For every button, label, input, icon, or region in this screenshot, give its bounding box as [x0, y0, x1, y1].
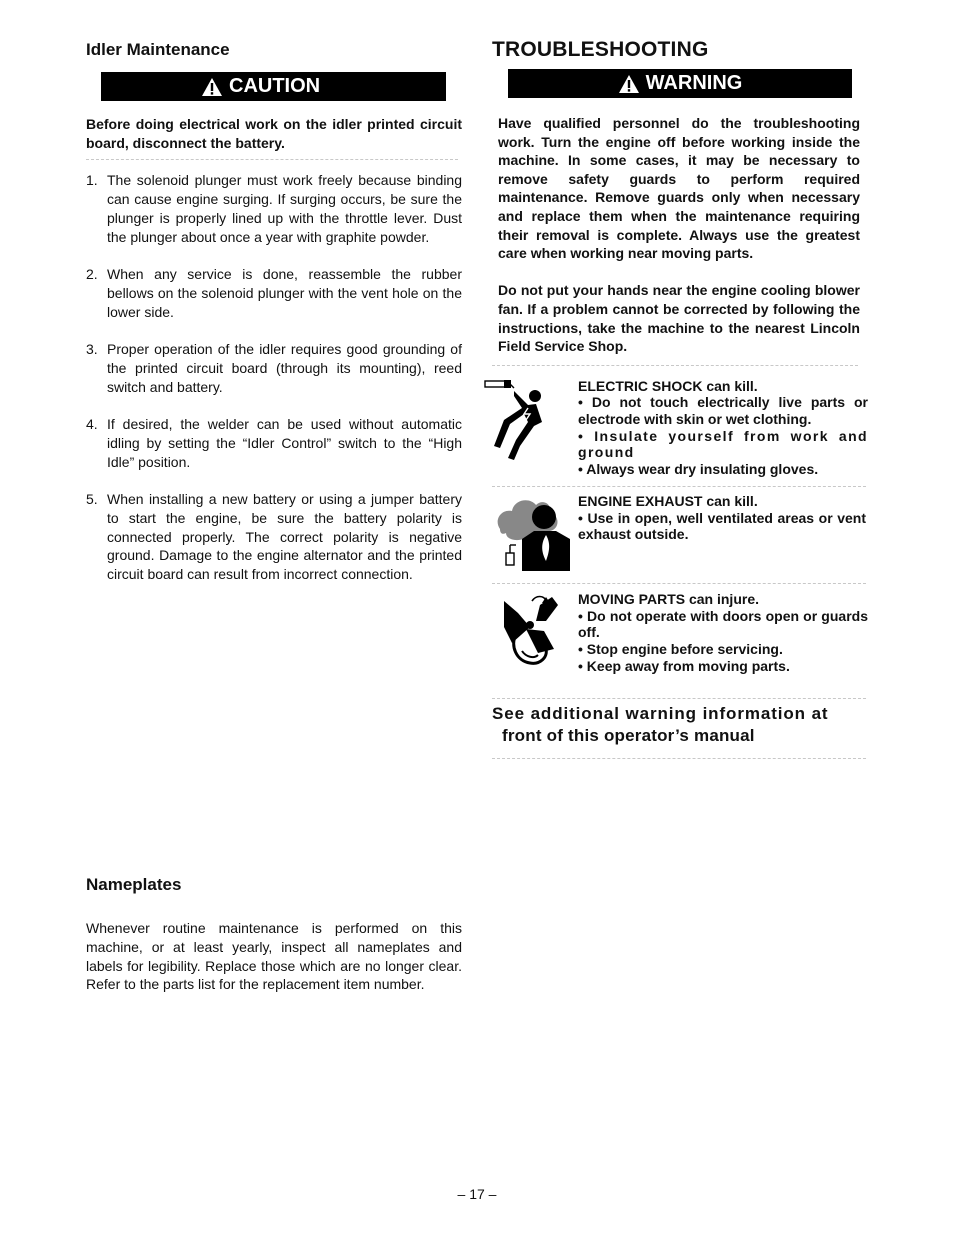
divider: [492, 486, 866, 487]
hazard-line: • Do not operate with doors open or guards off.: [578, 607, 868, 641]
hazard-electric-shock: [492, 378, 870, 478]
caution-label: CAUTION: [229, 75, 321, 97]
warning-paragraph-1: Have qualified personnel do the troubleshooting work. Turn the engine off before working inside the machine. In some cases, it may be necessary to remove safety guards to perform required maintenance. Remove guards only when necessary and replace them when the maintenance requiring their removal is complete. Always use the greatest care when working near moving parts.: [498, 115, 860, 262]
divider: [492, 365, 858, 366]
nameplates-section: [86, 875, 462, 994]
hazard-line: • Do not touch electrically live parts or electrode with skin or wet clothing.: [578, 394, 868, 427]
hazard-line: • Always wear dry insulating gloves.: [578, 460, 819, 477]
idler-steps-list: [86, 171, 462, 584]
nameplates-text: Whenever routine maintenance is performed on this machine, or at least yearly, inspect all nameplates and labels for legibility. Replace those which are no longer clear. Refer to the parts list for the replacement item number.: [86, 920, 462, 993]
list-item: 1. The solenoid plunger must work freely because binding can cause engine surging. If surging occurs, be sure the plunger is properly lined up with the throttle lever. Dust the plunger about once a year with graphite powder.: [86, 172, 462, 245]
list-item: 4. If desired, the welder can be used without automatic idling by setting the “Idler Control” switch to the “High Idle” position.: [86, 415, 462, 470]
hazard-moving-parts: [492, 591, 870, 674]
moving-parts-icon: [496, 591, 566, 669]
hazard-line: • Stop engine before servicing.: [578, 641, 783, 658]
hazard-title: MOVING PARTS can injure.: [578, 591, 759, 608]
warning-triangle-icon: [201, 77, 223, 97]
troubleshooting-title: TROUBLESHOOTING: [492, 38, 709, 61]
list-item: 3. Proper operation of the idler requires good grounding of the printed circuit board (through its mounting), reed switch and battery.: [86, 340, 462, 395]
page-number: – 17 –: [457, 1186, 497, 1202]
see-line-1: See additional warning information at: [492, 704, 829, 724]
left-column: [86, 40, 462, 603]
electric-shock-icon: [484, 378, 548, 460]
caution-text: Before doing electrical work on the idler printed circuit board, disconnect the battery.: [86, 116, 462, 151]
divider: [86, 159, 458, 160]
see-additional-warning: [492, 703, 870, 747]
hazard-line: • Use in open, well ventilated areas or vent exhaust outside.: [578, 509, 866, 543]
divider: [492, 583, 866, 584]
caution-banner: [101, 72, 446, 101]
warning-label: WARNING: [645, 72, 743, 94]
hazard-title: ELECTRIC SHOCK can kill.: [578, 377, 758, 394]
list-item: 5. When installing a new battery or using a jumper battery to start the engine, be sure the battery polarity is connected properly. The correct polarity is negative ground. Damage to the engine alternator and the printed circuit board can result from incorrect connection.: [86, 490, 462, 583]
warning-banner: [508, 69, 852, 98]
divider: [492, 758, 866, 759]
hazard-engine-exhaust: [492, 493, 870, 576]
warning-paragraph-2: Do not put your hands near the engine cooling blower fan. If a problem cannot be corrected by following the instructions, take the machine to the nearest Lincoln Field Service Shop.: [498, 282, 860, 355]
hazard-line: • Keep away from moving parts.: [578, 657, 790, 674]
hazard-line: • Insulate yourself from work and ground: [578, 427, 868, 461]
hazard-title: ENGINE EXHAUST can kill.: [578, 493, 758, 510]
warning-triangle-icon: [618, 74, 640, 94]
divider: [492, 698, 866, 699]
right-column: [492, 38, 870, 759]
engine-exhaust-icon: [494, 493, 576, 571]
see-line-2: front of this operator’s manual: [502, 726, 755, 746]
idler-maintenance-heading: Idler Maintenance: [86, 40, 230, 59]
nameplates-heading: Nameplates: [86, 875, 182, 894]
list-item: 2. When any service is done, reassemble the rubber bellows on the solenoid plunger with the vent hole on the lower side.: [86, 265, 462, 320]
